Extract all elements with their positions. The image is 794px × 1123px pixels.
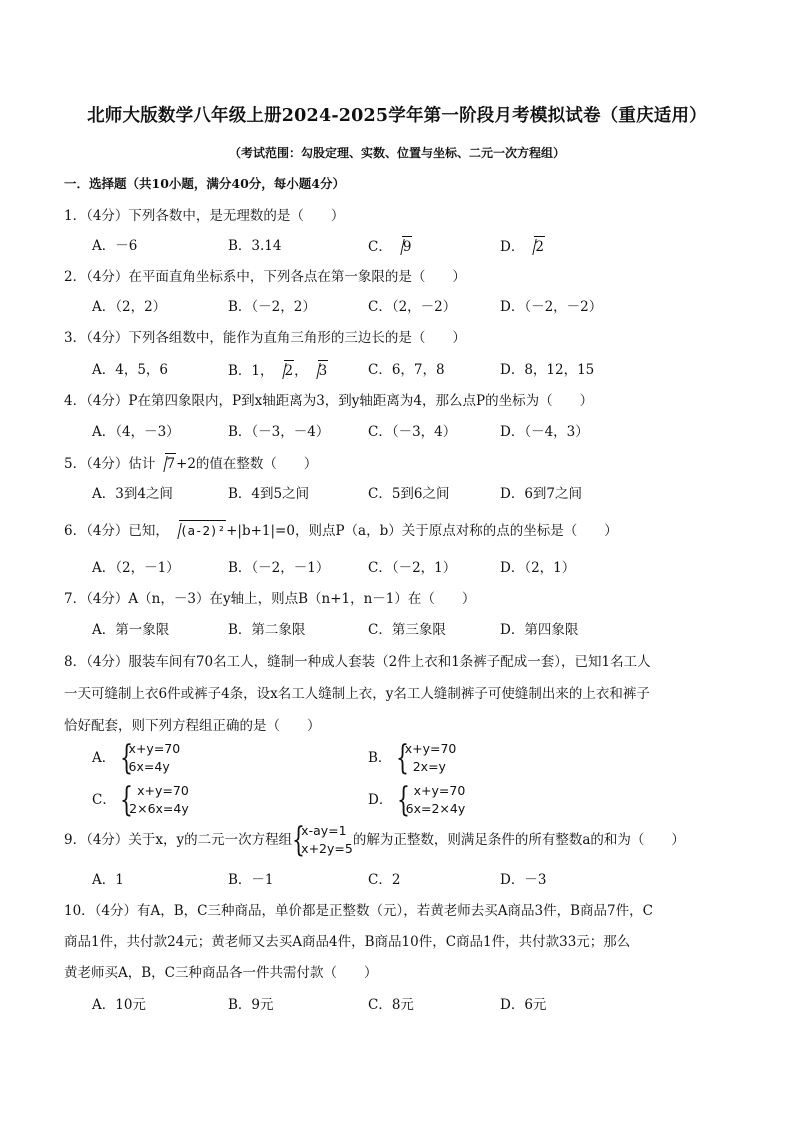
q6-option-c: C．（－2，1）	[368, 560, 457, 576]
q10-option-b: B．9元	[228, 997, 274, 1013]
q8-d-eq-1: x+y=70	[413, 783, 466, 798]
q9-option-b: B．－1	[228, 872, 274, 888]
q8-option-c-label: C．	[92, 792, 116, 808]
question-3: 3．（4分）下列各组数中，能作为直角三角形的三边长的是（ ）	[64, 330, 466, 346]
q1-c-radicand: 9	[402, 236, 413, 257]
q1-option-d-label: D．	[500, 239, 525, 255]
q9-option-c: C．2	[368, 872, 401, 888]
q9-eq-2: x+2y=5	[301, 841, 353, 856]
q6-radicand: (a-2)²	[179, 520, 226, 541]
equation-system	[292, 822, 353, 858]
q9-option-a: A．1	[92, 872, 124, 888]
sqrt-symbol	[308, 360, 329, 381]
q6-stem-post: +|b+1|=0，则点P（a，b）关于原点对称的点的坐标是（ ）	[226, 523, 618, 539]
q6-option-d: D．（2，1）	[500, 560, 576, 576]
q9-stem-pre: 9．（4分）关于x，y的二元一次方程组	[64, 832, 293, 848]
q3-b-radicand-2: 3	[318, 360, 329, 381]
q5-option-c: C．5到6之间	[368, 486, 450, 502]
sqrt-symbol	[155, 453, 176, 474]
q8-option-d	[368, 782, 465, 818]
q8-option-b	[368, 740, 456, 776]
q6-stem-pre: 6．（4分）已知，	[64, 523, 169, 539]
q8-option-c	[92, 782, 189, 818]
equation-system	[120, 740, 181, 776]
q8-d-eq-2: 6x=2×4y	[405, 801, 466, 816]
q8-c-eq-2: 2×6x=4y	[129, 801, 189, 816]
q8-c-eq-1: x+y=70	[137, 783, 189, 798]
q1-option-c-label: C．	[368, 239, 392, 255]
question-10-line-3: 黄老师买A，B，C三种商品各一件共需付款（ ）	[64, 965, 378, 981]
sqrt-symbol	[392, 236, 413, 257]
q7-option-b: B．第二象限	[228, 622, 306, 638]
q4-option-a: A．（4，－3）	[92, 424, 180, 440]
q5-option-a: A．3到4之间	[92, 486, 173, 502]
brace-symbol: {	[120, 780, 134, 820]
q1-option-c	[368, 236, 412, 257]
q6-option-b: B．（－2，－1）	[228, 560, 330, 576]
q6-option-a: A．（2，－1）	[92, 560, 180, 576]
q2-option-d: D．（－2，－2）	[500, 299, 603, 315]
q2-option-b: B．（－2，2）	[228, 299, 316, 315]
q3-option-a: A．4，5，6	[92, 362, 169, 378]
q9-stem-post: 的解为正整数，则满足条件的所有整数a的和为（ ）	[352, 832, 685, 848]
sqrt-symbol	[274, 360, 295, 381]
q3-option-c: C．6，7，8	[368, 362, 445, 378]
brace-symbol: {	[119, 738, 133, 778]
q3-option-b: B．1， 2， 3	[228, 360, 328, 381]
question-1: 1．（4分）下列各数中，是无理数的是（ ）	[64, 208, 345, 224]
question-8-line-2: 一天可缝制上衣6件或裤子4条，设x名工人缝制上衣，y名工人缝制裤子可使缝制出来的上衣和裤子	[64, 686, 650, 702]
question-2: 2．（4分）在平面直角坐标系中，下列各点在第一象限的是（ ）	[64, 269, 466, 285]
q8-a-eq-1: x+y=70	[128, 741, 181, 756]
q1-option-d	[500, 236, 545, 257]
q5-stem-post: +2的值在整数（ ）	[176, 456, 318, 472]
question-5	[64, 453, 317, 474]
q8-option-a-label: A．	[92, 750, 116, 766]
q1-option-a: A．－6	[92, 238, 138, 254]
question-4: 4．（4分）P在第四象限内，P到x轴距离为3，到y轴距离为4，那么点P的坐标为（ ）	[64, 393, 594, 409]
q8-option-b-label: B．	[368, 750, 392, 766]
q4-option-d: D．（－4，3）	[500, 424, 589, 440]
question-8-line-3: 恰好配套，则下列方程组正确的是（ ）	[64, 718, 321, 734]
q8-b-eq-2: 2x=y	[412, 759, 446, 774]
q7-option-c: C．第三象限	[368, 622, 446, 638]
q3-option-b-label: B．1，	[228, 363, 274, 379]
q10-option-c: C．8元	[368, 997, 414, 1013]
q1-option-b: B．3.14	[228, 238, 282, 254]
exam-scope: （考试范围：勾股定理、实数、位置与坐标、二元一次方程组）	[228, 146, 565, 160]
brace-symbol: {	[396, 780, 410, 820]
q3-b-radicand-1: 2	[284, 360, 295, 381]
question-10-line-1: 10．（4分）有A，B，C三种商品，单价都是正整数（元），若黄老师去买A商品3件，B商品7件，C	[64, 903, 653, 919]
q8-option-a	[92, 740, 180, 776]
equation-system	[397, 782, 466, 818]
question-8-line-1: 8．（4分）服装车间有70名工人，缝制一种成人套装（2件上衣和1条裤子配成一套），已知1名工人	[64, 654, 651, 670]
q8-option-d-label: D．	[368, 792, 393, 808]
q5-stem-pre: 5．（4分）估计	[64, 456, 156, 472]
brace-symbol: {	[395, 738, 409, 778]
question-6	[64, 520, 618, 541]
q10-option-a: A．10元	[92, 997, 146, 1013]
q4-option-c: C．（－3，4）	[368, 424, 457, 440]
equation-system	[120, 782, 189, 818]
q1-d-radicand: 2	[534, 236, 545, 257]
q5-radicand: 7	[165, 453, 176, 474]
q3-option-d: D．8，12，15	[500, 362, 595, 378]
section-heading: 一．选择题（共10小题，满分40分，每小题4分）	[64, 176, 345, 191]
brace-symbol: {	[292, 820, 306, 860]
q5-option-d: D．6到7之间	[500, 486, 583, 502]
question-7: 7．（4分）A（n，－3）在y轴上，则点B（n+1，n－1）在（ ）	[64, 591, 476, 607]
q5-option-b: B．4到5之间	[228, 486, 310, 502]
q7-option-d: D．第四象限	[500, 622, 579, 638]
q7-option-a: A．第一象限	[92, 622, 170, 638]
sqrt-symbol	[524, 236, 545, 257]
page-title: 北师大版数学八年级上册2024-2025学年第一阶段月考模拟试卷（重庆适用）	[87, 106, 707, 126]
equation-system	[396, 740, 457, 776]
q2-option-a: A．（2，2）	[92, 299, 167, 315]
sqrt-symbol	[169, 520, 226, 541]
q4-option-b: B．（－3，－4）	[228, 424, 330, 440]
q9-eq-1: x-ay=1	[301, 823, 347, 838]
question-9	[64, 822, 685, 858]
question-10-line-2: 商品1件，共付款24元；黄老师又去买A商品4件，B商品10件，C商品1件，共付款33元；那么	[64, 934, 631, 950]
q10-option-d: D．6元	[500, 997, 547, 1013]
q2-option-c: C．（2，－2）	[368, 299, 457, 315]
q9-option-d: D．－3	[500, 872, 547, 888]
q8-b-eq-1: x+y=70	[404, 741, 457, 756]
q8-a-eq-2: 6x=4y	[128, 759, 170, 774]
